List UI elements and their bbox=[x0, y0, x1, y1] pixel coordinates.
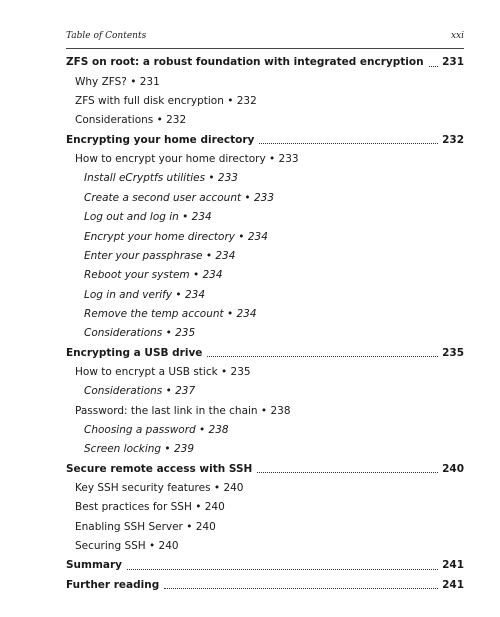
toc-section-further-reading[interactable] bbox=[66, 575, 464, 594]
toc-subentry[interactable] bbox=[66, 208, 464, 227]
toc-entry-text: How to encrypt your home directory • 233 bbox=[75, 153, 299, 166]
toc-entry-text: Considerations • 232 bbox=[75, 114, 187, 127]
toc-section-title: Encrypting your home directory bbox=[66, 133, 255, 146]
table-of-contents bbox=[66, 53, 464, 595]
toc-entry-text: Why ZFS? • 231 bbox=[75, 75, 160, 88]
toc-subentry-text: Create a second user account • 233 bbox=[84, 191, 274, 204]
toc-entry[interactable] bbox=[66, 537, 464, 556]
toc-section-page: 232 bbox=[442, 133, 464, 146]
toc-entry[interactable] bbox=[66, 72, 464, 91]
toc-subentry[interactable] bbox=[66, 421, 464, 440]
toc-subentry[interactable] bbox=[66, 324, 464, 343]
toc-subentry[interactable] bbox=[66, 266, 464, 285]
toc-subentry-text: Choosing a password • 238 bbox=[84, 423, 229, 436]
dot-leader bbox=[259, 134, 438, 144]
toc-subentry[interactable] bbox=[66, 382, 464, 401]
running-header-page-number: xxi bbox=[450, 31, 464, 41]
toc-entry[interactable] bbox=[66, 92, 464, 111]
toc-entry-text: Securing SSH • 240 bbox=[75, 540, 179, 553]
toc-section-usb[interactable] bbox=[66, 343, 464, 362]
toc-section-home[interactable] bbox=[66, 130, 464, 149]
toc-section-page: 231 bbox=[442, 56, 464, 69]
toc-entry[interactable] bbox=[66, 363, 464, 382]
toc-entry[interactable] bbox=[66, 517, 464, 536]
toc-subentry-text: Considerations • 237 bbox=[84, 385, 196, 398]
toc-subentry-text: Encrypt your home directory • 234 bbox=[84, 230, 268, 243]
toc-subentry-text: Considerations • 235 bbox=[84, 327, 196, 340]
toc-section-title: Secure remote access with SSH bbox=[66, 462, 253, 475]
toc-subentry[interactable] bbox=[66, 440, 464, 459]
toc-entry[interactable] bbox=[66, 150, 464, 169]
toc-subentry-text: Log out and log in • 234 bbox=[84, 211, 212, 224]
toc-entry[interactable] bbox=[66, 479, 464, 498]
toc-subentry[interactable] bbox=[66, 285, 464, 304]
toc-entry-text: Key SSH security features • 240 bbox=[75, 481, 244, 494]
toc-section-page: 235 bbox=[442, 346, 464, 359]
toc-section-title: Further reading bbox=[66, 578, 160, 591]
toc-entry[interactable] bbox=[66, 498, 464, 517]
toc-subentry-text: Remove the temp account • 234 bbox=[84, 307, 257, 320]
dot-leader bbox=[257, 463, 438, 473]
running-header-title: Table of Contents bbox=[66, 31, 147, 41]
dot-leader bbox=[429, 57, 438, 67]
toc-entry-text: Password: the last link in the chain • 238 bbox=[75, 404, 291, 417]
toc-subentry[interactable] bbox=[66, 169, 464, 188]
toc-section-title: ZFS on root: a robust foundation with integrated encryption bbox=[66, 56, 424, 69]
toc-section-ssh[interactable] bbox=[66, 459, 464, 478]
toc-section-summary[interactable] bbox=[66, 556, 464, 575]
toc-subentry-text: Log in and verify • 234 bbox=[84, 288, 206, 301]
toc-subentry-text: Enter your passphrase • 234 bbox=[84, 249, 236, 262]
toc-subentry-text: Install eCryptfs utilities • 233 bbox=[84, 172, 238, 185]
toc-subentry-text: Reboot your system • 234 bbox=[84, 269, 223, 282]
toc-section-page: 241 bbox=[442, 578, 464, 591]
dot-leader bbox=[207, 347, 438, 357]
toc-entry-text: Best practices for SSH • 240 bbox=[75, 501, 225, 514]
toc-entry-text: How to encrypt a USB stick • 235 bbox=[75, 365, 251, 378]
header-rule bbox=[66, 48, 464, 49]
toc-subentry[interactable] bbox=[66, 304, 464, 323]
dot-leader bbox=[164, 579, 438, 589]
toc-section-title: Summary bbox=[66, 559, 123, 572]
toc-section-title: Encrypting a USB drive bbox=[66, 346, 203, 359]
toc-subentry[interactable] bbox=[66, 246, 464, 265]
toc-entry-text: ZFS with full disk encryption • 232 bbox=[75, 95, 257, 108]
dot-leader bbox=[127, 560, 438, 570]
toc-entry-text: Enabling SSH Server • 240 bbox=[75, 520, 216, 533]
toc-subentry[interactable] bbox=[66, 188, 464, 207]
toc-section-page: 240 bbox=[442, 462, 464, 475]
toc-subentry[interactable] bbox=[66, 227, 464, 246]
toc-entry[interactable] bbox=[66, 401, 464, 420]
toc-entry[interactable] bbox=[66, 111, 464, 130]
toc-section-page: 241 bbox=[442, 559, 464, 572]
toc-subentry-text: Screen locking • 239 bbox=[84, 443, 195, 456]
page-header bbox=[66, 31, 464, 47]
toc-section-zfs[interactable] bbox=[66, 53, 464, 72]
